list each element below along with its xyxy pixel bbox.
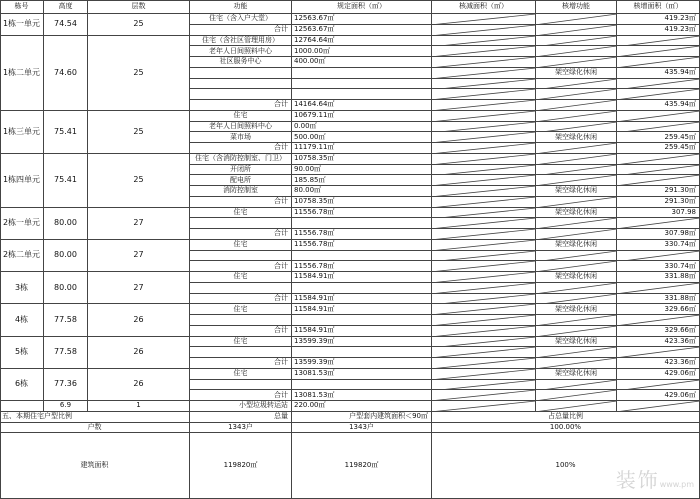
increase-function-cell (536, 122, 617, 133)
planned-area-cell: 10679.11㎡ (292, 111, 432, 122)
reduced-area-cell (432, 218, 536, 229)
reduced-area-cell (432, 197, 536, 208)
increase-area-cell (617, 89, 700, 100)
increase-function-cell (536, 358, 617, 369)
planned-area-cell: 12563.67㎡ (292, 14, 432, 25)
increase-function-cell: 架空绿化休闲 (536, 337, 617, 348)
building-height: 80.00 (44, 240, 88, 272)
function-cell (190, 68, 292, 79)
function-cell: 住宅（含社区管理用房） (190, 36, 292, 47)
watermark (616, 464, 694, 493)
reduced-area-cell (432, 79, 536, 90)
building-height: 77.58 (44, 304, 88, 336)
function-cell (190, 89, 292, 100)
section5-col-small: 户型套内建筑面积＜90㎡ (292, 412, 432, 423)
building-floors: 25 (88, 111, 190, 154)
area-label: 建筑面积 (0, 433, 190, 499)
increase-function-cell (536, 165, 617, 176)
trash-floors: 1 (88, 401, 190, 412)
increase-function-cell: 架空绿化休闲 (536, 369, 617, 380)
increase-function-cell: 架空绿化休闲 (536, 272, 617, 283)
increase-area-cell (617, 165, 700, 176)
increase-area-cell (617, 111, 700, 122)
reduced-area-cell (432, 57, 536, 68)
building-floors: 26 (88, 304, 190, 336)
reduced-area-cell (432, 369, 536, 380)
building-height: 80.00 (44, 208, 88, 240)
planned-area-cell: 10758.35㎡ (292, 154, 432, 165)
increase-area-cell (617, 283, 700, 294)
reduced-area-cell (432, 326, 536, 337)
increase-area-cell (617, 251, 700, 262)
planned-area-cell (292, 218, 432, 229)
planned-area-cell: 11179.11㎡ (292, 143, 432, 154)
section5-col-total: 总量 (190, 412, 292, 423)
increase-function-cell (536, 36, 617, 47)
reduced-area-cell (432, 337, 536, 348)
trash-inc-area (617, 401, 700, 412)
increase-area-cell: 329.66㎡ (617, 304, 700, 315)
function-cell (190, 251, 292, 262)
planned-area-cell: 10758.35㎡ (292, 197, 432, 208)
planned-area-cell: 185.85㎡ (292, 175, 432, 186)
increase-function-cell (536, 347, 617, 358)
trash-function: 小型垃圾转运站 (190, 401, 292, 412)
reduced-area-cell (432, 294, 536, 305)
planned-area-cell (292, 380, 432, 391)
increase-function-cell: 架空绿化休闲 (536, 132, 617, 143)
total-label: 合计 (190, 229, 292, 240)
trash-area: 220.00㎡ (292, 401, 432, 412)
reduced-area-cell (432, 261, 536, 272)
increase-area-cell: 330.74㎡ (617, 261, 700, 272)
increase-function-cell (536, 175, 617, 186)
building-name: 1栋四单元 (0, 154, 44, 208)
function-cell: 住宅 (190, 369, 292, 380)
area-total: 119820㎡ (190, 433, 292, 499)
planned-area-cell (292, 251, 432, 262)
planned-area-cell: 1000.00㎡ (292, 46, 432, 57)
building-name: 3栋 (0, 272, 44, 304)
planned-area-cell: 11556.78㎡ (292, 240, 432, 251)
increase-area-cell (617, 315, 700, 326)
planned-area-cell (292, 79, 432, 90)
increase-function-cell: 架空绿化休闲 (536, 304, 617, 315)
planned-area-cell: 0.00㎡ (292, 122, 432, 133)
planned-area-cell: 14164.64㎡ (292, 100, 432, 111)
reduced-area-cell (432, 186, 536, 197)
households-ratio: 100.00% (432, 423, 700, 434)
building-name: 2栋一单元 (0, 208, 44, 240)
increase-area-cell (617, 218, 700, 229)
increase-area-cell (617, 154, 700, 165)
increase-function-cell: 架空绿化休闲 (536, 208, 617, 219)
building-name: 5栋 (0, 337, 44, 369)
header-planned-area: 规定面积（㎡） (292, 0, 432, 14)
increase-area-cell: 307.98㎡ (617, 229, 700, 240)
function-cell (190, 380, 292, 391)
reduced-area-cell (432, 36, 536, 47)
households-total: 1343户 (190, 423, 292, 434)
increase-area-cell: 330.74㎡ (617, 240, 700, 251)
increase-area-cell (617, 79, 700, 90)
function-cell: 住宅 (190, 304, 292, 315)
reduced-area-cell (432, 208, 536, 219)
building-floors: 26 (88, 337, 190, 369)
function-cell: 老年人日间照料中心 (190, 46, 292, 57)
total-label: 合计 (190, 197, 292, 208)
planned-area-cell: 11556.78㎡ (292, 261, 432, 272)
building-floors: 25 (88, 36, 190, 111)
reduced-area-cell (432, 390, 536, 401)
increase-function-cell (536, 100, 617, 111)
reduced-area-cell (432, 165, 536, 176)
reduced-area-cell (432, 143, 536, 154)
reduced-area-cell (432, 283, 536, 294)
building-height: 74.54 (44, 14, 88, 36)
building-height: 75.41 (44, 111, 88, 154)
increase-area-cell: 329.66㎡ (617, 326, 700, 337)
increase-area-cell: 435.94㎡ (617, 100, 700, 111)
reduced-area-cell (432, 68, 536, 79)
function-cell: 住宅（含消防控制室、门卫） (190, 154, 292, 165)
increase-area-cell (617, 347, 700, 358)
reduced-area-cell (432, 240, 536, 251)
function-cell (190, 283, 292, 294)
reduced-area-cell (432, 229, 536, 240)
building-height: 77.36 (44, 369, 88, 401)
function-cell (190, 218, 292, 229)
reduced-area-cell (432, 358, 536, 369)
function-cell: 社区服务中心 (190, 57, 292, 68)
planned-area-cell: 13599.39㎡ (292, 337, 432, 348)
planned-area-cell: 13599.39㎡ (292, 358, 432, 369)
function-cell: 老年人日间照料中心 (190, 122, 292, 133)
planned-area-cell: 13081.53㎡ (292, 390, 432, 401)
increase-area-cell: 419.23㎡ (617, 14, 700, 25)
planned-area-cell (292, 315, 432, 326)
total-label: 合计 (190, 358, 292, 369)
increase-function-cell (536, 380, 617, 391)
planned-area-cell: 12764.64㎡ (292, 36, 432, 47)
increase-area-cell (617, 46, 700, 57)
planned-area-cell: 500.00㎡ (292, 132, 432, 143)
increase-area-cell: 331.88㎡ (617, 272, 700, 283)
building-height: 77.58 (44, 337, 88, 369)
section5-col-ratio: 占总量比例 (432, 412, 700, 423)
households-small: 1343户 (292, 423, 432, 434)
building-floors: 25 (88, 14, 190, 36)
increase-area-cell: 435.94㎡ (617, 68, 700, 79)
function-cell (190, 315, 292, 326)
function-cell: 住宅 (190, 337, 292, 348)
increase-function-cell: 架空绿化休闲 (536, 186, 617, 197)
trash-inc-func (536, 401, 617, 412)
increase-area-cell (617, 380, 700, 391)
increase-area-cell: 429.06㎡ (617, 390, 700, 401)
area-small: 119820㎡ (292, 433, 432, 499)
building-name: 6栋 (0, 369, 44, 401)
increase-area-cell (617, 36, 700, 47)
planned-area-cell: 11584.91㎡ (292, 294, 432, 305)
total-label: 合计 (190, 261, 292, 272)
increase-function-cell (536, 57, 617, 68)
total-label: 合计 (190, 390, 292, 401)
function-cell: 消防控制室 (190, 186, 292, 197)
header-increase-function: 核增功能 (536, 0, 617, 14)
function-cell: 住宅 (190, 111, 292, 122)
increase-area-cell: 291.30㎡ (617, 186, 700, 197)
increase-function-cell (536, 218, 617, 229)
header-floors: 层数 (88, 0, 190, 14)
reduced-area-cell (432, 25, 536, 36)
reduced-area-cell (432, 100, 536, 111)
building-floors: 26 (88, 369, 190, 401)
function-cell: 住宅 (190, 272, 292, 283)
planned-area-cell: 11584.91㎡ (292, 326, 432, 337)
reduced-area-cell (432, 14, 536, 25)
building-name: 1栋二单元 (0, 36, 44, 111)
increase-area-cell (617, 57, 700, 68)
planned-area-cell (292, 89, 432, 100)
increase-function-cell (536, 251, 617, 262)
increase-area-cell (617, 122, 700, 133)
households-label: 户数 (0, 423, 190, 434)
reduced-area-cell (432, 315, 536, 326)
building-floors: 27 (88, 208, 190, 240)
increase-function-cell (536, 154, 617, 165)
increase-function-cell (536, 390, 617, 401)
planned-area-cell: 11556.78㎡ (292, 208, 432, 219)
function-cell: 住宅 (190, 240, 292, 251)
reduced-area-cell (432, 122, 536, 133)
increase-function-cell (536, 315, 617, 326)
watermark-sub: www.pm (659, 480, 694, 489)
planned-area-cell: 400.00㎡ (292, 57, 432, 68)
reduced-area-cell (432, 46, 536, 57)
function-cell: 住宅 (190, 208, 292, 219)
reduced-area-cell (432, 154, 536, 165)
building-height: 75.41 (44, 154, 88, 208)
increase-area-cell: 423.36㎡ (617, 358, 700, 369)
function-cell (190, 79, 292, 90)
increase-function-cell (536, 25, 617, 36)
header-reduced-area: 核减面积（㎡） (432, 0, 536, 14)
increase-function-cell (536, 283, 617, 294)
total-label: 合计 (190, 25, 292, 36)
function-cell: 住宅（含入户大堂） (190, 14, 292, 25)
increase-function-cell (536, 261, 617, 272)
reduced-area-cell (432, 175, 536, 186)
increase-area-cell: 291.30㎡ (617, 197, 700, 208)
increase-function-cell (536, 111, 617, 122)
building-height: 74.60 (44, 36, 88, 111)
function-cell: 菜市场 (190, 132, 292, 143)
increase-area-cell: 429.06㎡ (617, 369, 700, 380)
reduced-area-cell (432, 272, 536, 283)
reduced-area-cell (432, 132, 536, 143)
planned-area-cell: 90.00㎡ (292, 165, 432, 176)
increase-area-cell: 331.88㎡ (617, 294, 700, 305)
reduced-area-cell (432, 304, 536, 315)
planned-area-cell: 80.00㎡ (292, 186, 432, 197)
increase-function-cell (536, 229, 617, 240)
increase-function-cell: 架空绿化休闲 (536, 240, 617, 251)
planned-area-cell (292, 283, 432, 294)
increase-area-cell: 419.23㎡ (617, 25, 700, 36)
increase-function-cell (536, 89, 617, 100)
reduced-area-cell (432, 347, 536, 358)
planned-area-cell: 12563.67㎡ (292, 25, 432, 36)
function-cell: 开闭所 (190, 165, 292, 176)
trash-height: 6.9 (44, 401, 88, 412)
building-name: 1栋一单元 (0, 14, 44, 36)
area-ratio: 100% (432, 433, 700, 499)
reduced-area-cell (432, 380, 536, 391)
function-cell (190, 347, 292, 358)
increase-area-cell: 307.98 (617, 208, 700, 219)
increase-function-cell (536, 326, 617, 337)
total-label: 合计 (190, 143, 292, 154)
function-cell: 配电所 (190, 175, 292, 186)
header-increase-area: 核增面积（㎡） (617, 0, 700, 14)
trash-building-cell (0, 401, 44, 412)
planned-area-cell: 11584.91㎡ (292, 272, 432, 283)
total-label: 合计 (190, 326, 292, 337)
increase-area-cell (617, 175, 700, 186)
trash-reduced (432, 401, 536, 412)
planned-area-cell: 11584.91㎡ (292, 304, 432, 315)
reduced-area-cell (432, 251, 536, 262)
increase-area-cell: 423.36㎡ (617, 337, 700, 348)
increase-function-cell (536, 197, 617, 208)
planned-area-cell: 13081.53㎡ (292, 369, 432, 380)
total-label: 合计 (190, 294, 292, 305)
building-name: 1栋三单元 (0, 111, 44, 154)
building-name: 2栋二单元 (0, 240, 44, 272)
building-name: 4栋 (0, 304, 44, 336)
planned-area-cell (292, 68, 432, 79)
header-function: 功能 (190, 0, 292, 14)
planned-area-cell: 11556.78㎡ (292, 229, 432, 240)
header-building: 栋号 (0, 0, 44, 14)
section5-title: 五、本期住宅户型比例 (0, 412, 190, 423)
increase-function-cell (536, 46, 617, 57)
increase-function-cell (536, 143, 617, 154)
reduced-area-cell (432, 89, 536, 100)
header-height: 高度 (44, 0, 88, 14)
increase-function-cell (536, 14, 617, 25)
increase-function-cell (536, 294, 617, 305)
building-floors: 27 (88, 272, 190, 304)
increase-function-cell (536, 79, 617, 90)
reduced-area-cell (432, 111, 536, 122)
increase-area-cell: 259.45㎡ (617, 132, 700, 143)
planned-area-cell (292, 347, 432, 358)
increase-area-cell: 259.45㎡ (617, 143, 700, 154)
total-label: 合计 (190, 100, 292, 111)
building-height: 80.00 (44, 272, 88, 304)
building-floors: 27 (88, 240, 190, 272)
watermark-text: 装饰 (615, 468, 660, 492)
increase-function-cell: 架空绿化休闲 (536, 68, 617, 79)
building-floors: 25 (88, 154, 190, 208)
